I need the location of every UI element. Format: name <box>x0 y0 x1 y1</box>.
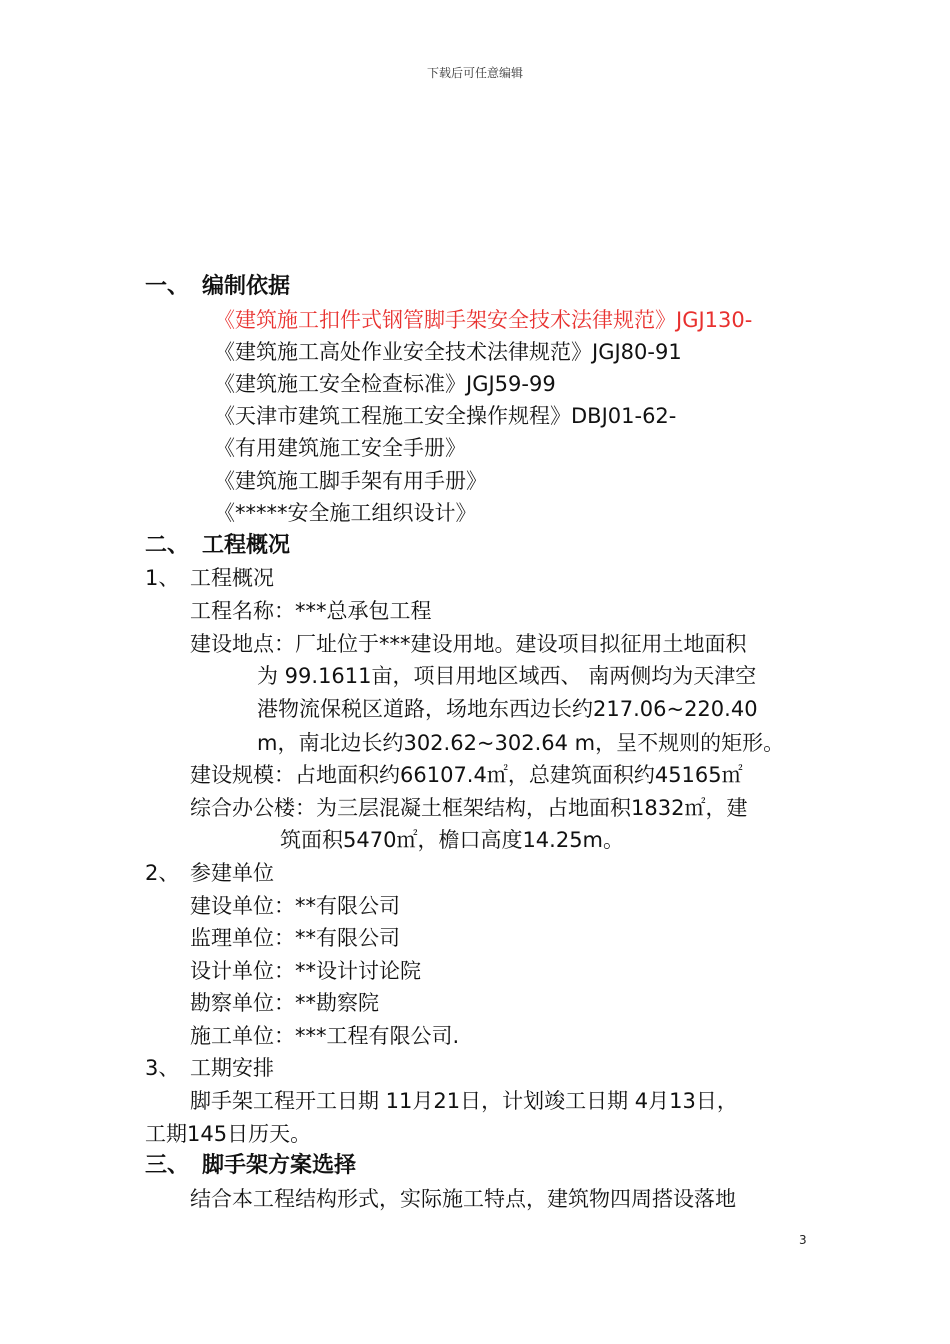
unit-design: 设计单位：**设计讨论院 <box>190 959 421 983</box>
reference-item-4: 《天津市建筑工程施工安全操作规程》DBJ01-62- <box>214 404 677 428</box>
location-line-2: 为 99.1611亩，项目用地区域西、 南两侧均为天津空 <box>257 664 757 688</box>
schedule-line-2: 工期145日历天。 <box>145 1122 312 1146</box>
location-line-4: m，南北边长约302.62~302.64 m，呈不规则的矩形。 <box>257 731 785 755</box>
reference-item-2: 《建筑施工高处作业安全技术法律规范》JGJ80-91 <box>214 340 682 364</box>
subsection-2-title: 参建单位 <box>190 861 274 885</box>
subsection-1-number: 1、 <box>145 566 180 590</box>
reference-item-3: 《建筑施工安全检查标准》JGJ59-99 <box>214 372 556 396</box>
subsection-1-title: 工程概况 <box>190 566 274 590</box>
office-line-1: 综合办公楼：为三层混凝土框架结构，占地面积1832㎡，建 <box>190 796 748 820</box>
location-line-3: 港物流保税区道路，场地东西边长约217.06~220.40 <box>257 697 758 721</box>
section-1-number: 一、 <box>145 274 190 299</box>
unit-survey: 勘察单位：**勘察院 <box>190 991 379 1015</box>
page-header-note: 下载后可任意编辑 <box>426 66 523 80</box>
location-line-1: 建设地点：厂址位于***建设用地。建设项目拟征用土地面积 <box>190 632 747 656</box>
scale-line: 建设规模：占地面积约66107.4㎡，总建筑面积约45165㎡ <box>190 763 743 787</box>
subsection-2-number: 2、 <box>145 861 180 885</box>
reference-item-5: 《有用建筑施工安全手册》 <box>214 436 466 460</box>
section-3-title: 脚手架方案选择 <box>202 1153 357 1178</box>
project-name-line: 工程名称：***总承包工程 <box>190 599 432 623</box>
section-3-number: 三、 <box>145 1153 190 1178</box>
unit-construction: 建设单位：**有限公司 <box>190 894 400 918</box>
unit-builder: 施工单位：***工程有限公司. <box>190 1024 460 1048</box>
subsection-3-title: 工期安排 <box>190 1056 274 1080</box>
section-2-number: 二、 <box>145 533 190 558</box>
scheme-text-line: 结合本工程结构形式，实际施工特点，建筑物四周搭设落地 <box>190 1187 736 1211</box>
page-number: 3 <box>799 1233 807 1247</box>
reference-item-1: 《建筑施工扣件式钢管脚手架安全技术法律规范》JGJ130- <box>214 308 753 332</box>
reference-item-6: 《建筑施工脚手架有用手册》 <box>214 469 487 493</box>
section-1-title: 编制依据 <box>202 274 291 299</box>
reference-item-7: 《*****安全施工组织设计》 <box>214 501 477 525</box>
subsection-3-number: 3、 <box>145 1056 180 1080</box>
schedule-line-1: 脚手架工程开工日期 11月21日，计划竣工日期 4月13日， <box>190 1089 738 1113</box>
office-line-2: 筑面积5470㎡，檐口高度14.25m。 <box>280 828 625 852</box>
unit-supervision: 监理单位：**有限公司 <box>190 926 400 950</box>
section-2-title: 工程概况 <box>202 533 291 558</box>
